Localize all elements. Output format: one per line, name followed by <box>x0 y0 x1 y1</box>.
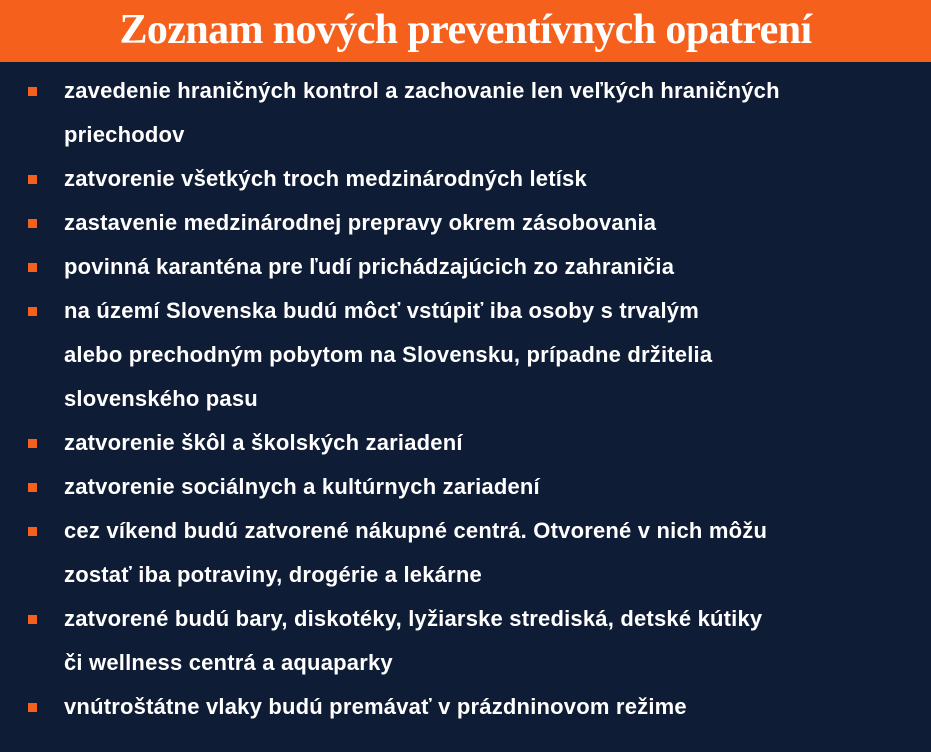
bullet-icon <box>28 439 37 448</box>
list-item <box>0 289 931 421</box>
list-item-text: či wellness centrá a aquaparky <box>64 650 393 675</box>
bullet-icon <box>28 307 37 316</box>
bullet-icon <box>28 263 37 272</box>
bullet-icon <box>28 87 37 96</box>
bullet-icon <box>28 483 37 492</box>
list-item <box>0 465 931 509</box>
list-item <box>0 421 931 465</box>
list-item <box>0 597 931 685</box>
list-item-text: priechodov <box>64 122 185 147</box>
list-item <box>0 201 931 245</box>
list-item-text: zatvorenie škôl a školských zariadení <box>64 430 463 455</box>
bullet-icon <box>28 527 37 536</box>
list-item-text: alebo prechodným pobytom na Slovensku, prípadne držitelia <box>64 342 713 367</box>
bullet-icon <box>28 219 37 228</box>
list-item <box>0 509 931 597</box>
list-item-text: zatvorené budú bary, diskotéky, lyžiarske strediská, detské kútiky <box>64 606 763 631</box>
measures-list <box>0 69 931 729</box>
list-item-text: zatvorenie všetkých troch medzinárodných letísk <box>64 166 587 191</box>
bullet-icon <box>28 703 37 712</box>
list-item-text: zatvorenie sociálnych a kultúrnych zariadení <box>64 474 540 499</box>
bullet-icon <box>28 175 37 184</box>
list-item-text: cez víkend budú zatvorené nákupné centrá. Otvorené v nich môžu <box>64 518 768 543</box>
list-item-text: povinná karanténa pre ľudí prichádzajúcich zo zahraničia <box>64 254 675 279</box>
list-item-text: na území Slovenska budú môcť vstúpiť iba osoby s trvalým <box>64 298 699 323</box>
list-item <box>0 157 931 201</box>
page-title: Zoznam nových preventívnych opatrení <box>119 7 812 53</box>
bullet-icon <box>28 615 37 624</box>
list-item-text: vnútroštátne vlaky budú premávať v prázdninovom režime <box>64 694 687 719</box>
list-item <box>0 685 931 729</box>
list-item-text: zastavenie medzinárodnej prepravy okrem zásobovania <box>64 210 657 235</box>
list-item <box>0 69 931 157</box>
list-item <box>0 245 931 289</box>
list-item-text: slovenského pasu <box>64 386 258 411</box>
list-item-text: zavedenie hraničných kontrol a zachovanie len veľkých hraničných <box>64 78 780 103</box>
list-item-text: zostať iba potraviny, drogérie a lekárne <box>64 562 482 587</box>
header-banner <box>0 0 931 62</box>
